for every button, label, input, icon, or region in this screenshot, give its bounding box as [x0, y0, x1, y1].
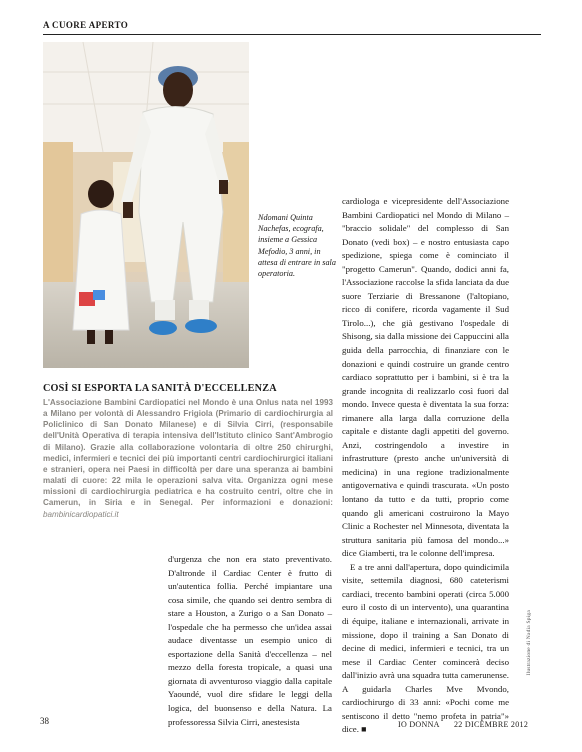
magazine-name: IO DONNA: [398, 720, 440, 729]
article-column-middle: [168, 553, 332, 729]
paragraph: d'urgenza che non era stato preventivato. D'altronde il Cardiac Center è frutto di un'autentica follia. Perché impiantare una cosa simile, che quando sei dentro sembra di stare a Houston, a Zurigo o a San Donato – l'ospedale che ha permesso che un'idea assai audace diventasse un esempio unico di esportazione della Sanità d'eccellenza – nel mezzo della foresta tropicale, a quasi una giornata di avventuroso viaggio dalla capitale Yaoundé, vuol dire sfidare le leggi della logica, del buonsenso e della Natura. La professoressa Silvia Cirri, anestesista: [168, 554, 332, 727]
paragraph: cardiologa e vicepresidente dell'Associazione Bambini Cardiopatici nel Mondo di Milano – "braccio solidale" del complesso di San Donato (vedi box) – e nostro entusiasta capo spedizione, spiega come è cominciato il "progetto Camerun". Quando, dodici anni fa, l'Associazione raccolse la sfida lanciata da due suore Terziarie di Bressanone (l'altopiano, ricco di conifere, ricorda vagamente il Sud Tirolo...), che già gestivano l'ospedale di Shisong, sia dalla missione dei Cappuccini alla guida della parrocchia, di finanziare con le donazioni e quindi costruire un grande centro cardiaco soprattutto per i bambini, si è tra la grande incognita di realizzarlo così fuori dal mondo. Invece questa è diventata la sua forza: rimanere alla larga dalla corruzione della capitale e distante dagli appetiti del governo. Anzi, costringendolo a investire in infrastrutture (presto anche un'università di medicina) in una regione tradizionalmente antigovernativa e quindi trascurata. «Un posto lontano da tutto e da tutti, proprio come quando gli americani costruirono la Mayo Clinic a Rochester nel Minnesota, diventata la struttura sanitaria più famosa del mondo...» dice Giamberti, tra le colonne dell'impresa.: [342, 196, 509, 559]
page-number: 38: [40, 716, 49, 726]
header-rule: [43, 34, 541, 35]
article-column-right: [342, 195, 509, 737]
photo-caption: Ndomani Quinta Nachefas, ecografa, insieme a Gessica Mefodio, 3 anni, in attesa di entrare in sala operatoria.: [258, 213, 336, 279]
section-header: A CUORE APERTO: [43, 20, 129, 30]
box-body-text: L'Associazione Bambini Cardiopatici nel Mondo è una Onlus nata nel 1993 a Milano per volontà di Alessandro Frigiola (Primario di cardiochirurgia al Policlinico di San Donato Milanese) e di Silvia Cirri, (responsabile dell'Unità Operativa di terapia intensiva dell'Istituto clinico Sant'Ambrogio di Milano). Grazie alla collaborazione volontaria di oltre 250 chirurghi, medici, infermieri e tecnici dei più importanti centri cardiochirurgici italiani e stranieri, opera nei Paesi in difficoltà per dare una speranza ai bambini malati di cuore: 22 mila le operazioni salva vita. Organizza ogni mese missioni di cardiochirurgia pediatrica e ha costruito centri, oltre che in Camerun, in Siria e in Senegal. Per informazioni e donazioni:: [43, 398, 333, 508]
box-title: COSÌ SI ESPORTA LA SANITÀ D'ECCELLENZA: [43, 383, 277, 394]
donation-link[interactable]: bambinicardiopatici.it: [43, 509, 119, 519]
issue-date: 22 DICEMBRE 2012: [454, 720, 529, 729]
hospital-corridor-photo-icon: [43, 42, 249, 368]
box-body: [43, 397, 333, 520]
photo-credit: Ilustrazione di Nadia Spiga: [526, 610, 532, 676]
info-box: [43, 383, 333, 520]
paragraph: E a tre anni dall'apertura, dopo quindicimila visite, settemila diagnosi, 680 cateterismi cardiaci, trecento bambini operati (circa 5.000 euro il costo di un intervento), una quarantina di équipe, italiane e internazionali, arrivate in missione, dopo il training a San Donato di decine di medici, infermieri e tecnici, tra un mese il Cardiac Center comincerà deciso dall'inizio avrà una squadra tutta camerunense. A guidarla Charles Mve Mvondo, cardiochirurgo di 33 anni: «Pochi come me sentiscono il detto "nemo profeta in patria"» dice. ■: [342, 561, 509, 735]
hospital-photo: [43, 42, 249, 368]
